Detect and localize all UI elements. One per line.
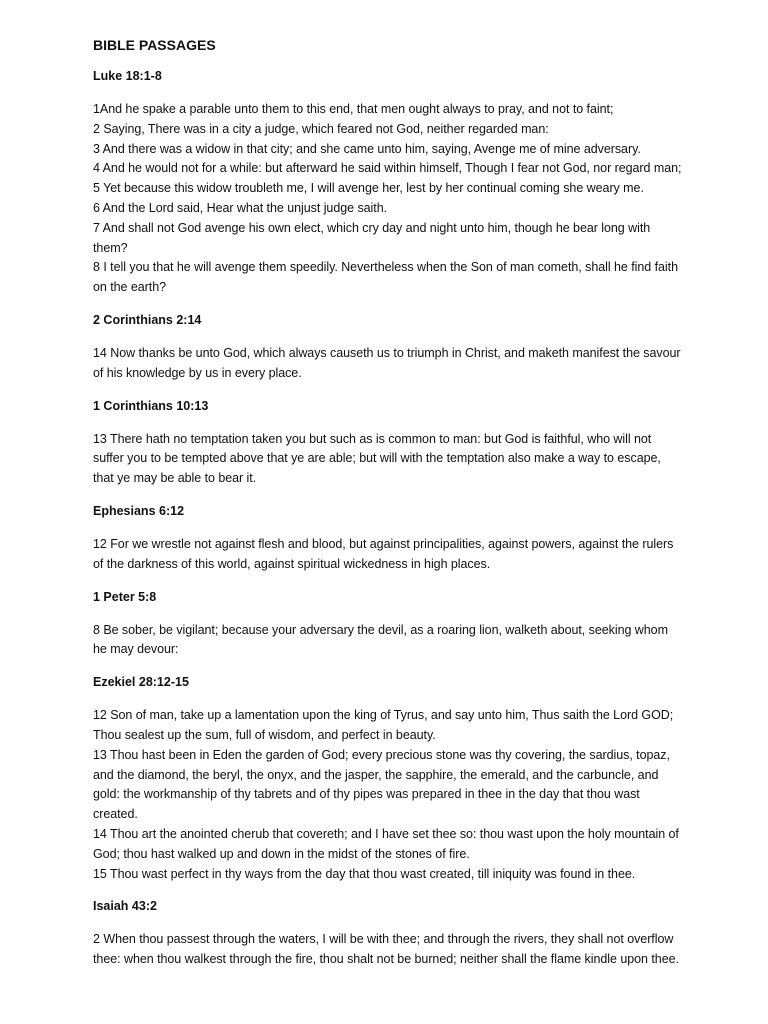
document-title: BIBLE PASSAGES [93,37,216,53]
passage-ezekiel-28 [93,674,683,884]
passage-isaiah-43 [93,898,683,970]
verse: 13 There hath no temptation taken you but such as is common to man: but God is faithful, who will not suffer you to be tempted above that ye are able; but will with the temptation also make a way to escape, that ye may be able to bear it. [93,431,661,486]
verse: 6 And the Lord said, Hear what the unjust judge saith. [93,200,388,215]
passage-reference: Luke 18:1-8 [93,69,162,83]
passage-1-peter-5 [93,589,683,661]
verse: 12 For we wrestle not against flesh and blood, but against principalities, against powers, against the rulers of the darkness of this world, against spiritual wickedness in high places. [93,536,674,571]
verse: 5 Yet because this widow troubleth me, I will avenge her, lest by her continual coming she weary me. [93,181,644,196]
verse: 13 Thou hast been in Eden the garden of God; every precious stone was thy covering, the sardius, topaz, and the diamond, the beryl, the onyx, and the jasper, the sapphire, the emerald, and the carbuncle, and gold: the workmanship of thy tabrets and of thy pipes was prepared in thee in the day that thou wast created. [93,747,670,822]
passage-2-corinthians-2 [93,312,683,384]
passage-text [93,100,683,298]
passage-reference: 2 Corinthians 2:14 [93,312,202,327]
verse: 14 Now thanks be unto God, which always causeth us to triumph in Christ, and maketh manifest the savour of his knowledge by us in every place. [93,345,681,380]
verse: 14 Thou art the anointed cherub that covereth; and I have set thee so: thou wast upon the holy mountain of God; thou hast walked up and down in the midst of the stones of fire. [93,826,679,861]
verse: 3 And there was a widow in that city; and she came unto him, saying, Avenge me of mine adversary. [93,141,641,156]
passage-text [93,621,683,661]
passage-luke-18 [93,68,683,298]
passage-reference: 1 Corinthians 10:13 [93,398,209,413]
passage-ephesians-6 [93,503,683,575]
passage-1-corinthians-10 [93,398,683,489]
passage-reference: Isaiah 43:2 [93,899,157,914]
verse: 2 When thou passest through the waters, I will be with thee; and through the rivers, they shall not overflow thee: when thou walkest through the fire, thou shalt not be burned; neither shall the flame kindle upon thee. [93,932,679,967]
verse: 12 Son of man, take up a lamentation upon the king of Tyrus, and say unto him, Thus saith the Lord GOD; Thou sealest up the sum, full of wisdom, and perfect in beauty. [93,708,674,742]
verse: 4 And he would not for a while: but afterward he said within himself, Though I fear not God, nor regard man; [93,161,682,176]
passage-text [93,930,683,970]
passage-text [93,706,683,884]
passage-reference: Ephesians 6:12 [93,503,185,518]
verse: 7 And shall not God avenge his own elect, which cry day and night unto him, though he bear long with them? [93,220,651,255]
passage-text [93,344,683,384]
verse: 8 Be sober, be vigilant; because your adversary the devil, as a roaring lion, walketh about, seeking whom he may devour: [93,622,668,657]
verse: 1And he spake a parable unto them to this end, that men ought always to pray, and not to faint; [93,102,614,116]
verse: 15 Thou wast perfect in thy ways from the day that thou wast created, till iniquity was found in thee. [93,866,636,881]
document-page [93,36,683,984]
verse: 2 Saying, There was in a city a judge, which feared not God, neither regarded man: [93,121,549,136]
passage-text [93,535,683,575]
passage-text [93,430,683,489]
passage-reference: 1 Peter 5:8 [93,589,157,604]
verse: 8 I tell you that he will avenge them speedily. Nevertheless when the Son of man cometh, shall he find faith on the earth? [93,260,678,295]
passage-reference: Ezekiel 28:12-15 [93,675,189,690]
